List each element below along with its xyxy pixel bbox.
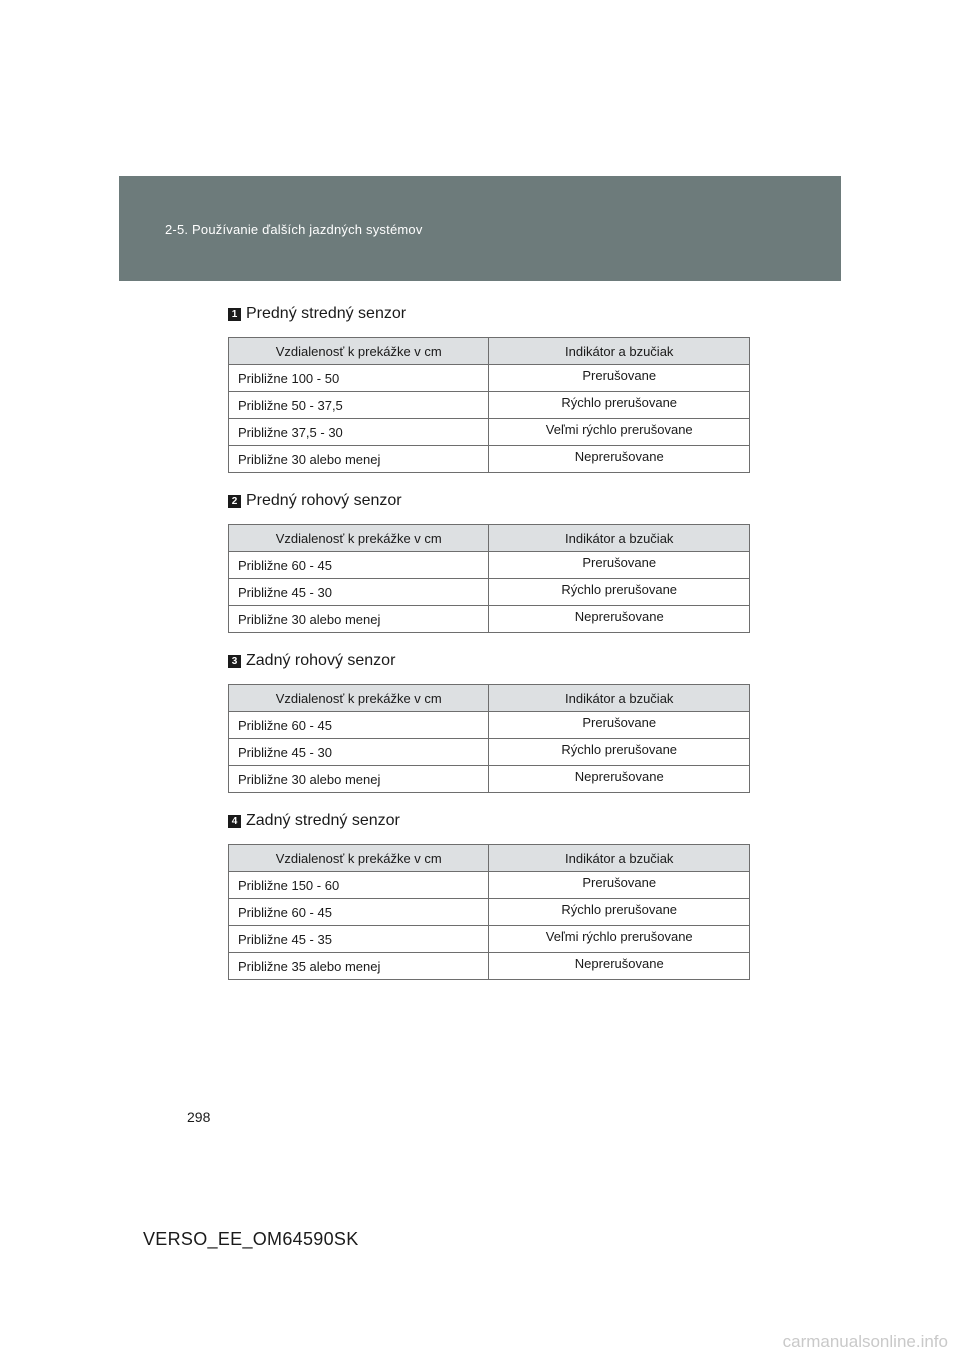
section-rear-corner-sensor: [228, 651, 750, 787]
column-header-distance: Vzdialenosť k prekážke v cm: [229, 845, 489, 872]
distance-cell: Približne 30 alebo menej: [229, 606, 489, 633]
table-header-row: [229, 338, 750, 365]
page-number: 298: [187, 1109, 211, 1125]
table-row: [229, 606, 750, 633]
indicator-cell: Prerušovane: [489, 552, 750, 579]
table-row: [229, 392, 750, 419]
distance-cell: Približne 35 alebo menej: [229, 953, 489, 980]
table-header-row: [229, 525, 750, 552]
distance-cell: Približne 60 - 45: [229, 552, 489, 579]
section-heading: [228, 491, 750, 513]
distance-cell: Približne 60 - 45: [229, 712, 489, 739]
indicator-cell: Prerušovane: [489, 712, 750, 739]
section-front-center-sensor: [228, 304, 750, 467]
table-header-row: [229, 685, 750, 712]
section-number-badge: 3: [228, 655, 241, 668]
table-row: [229, 872, 750, 899]
distance-cell: Približne 50 - 37,5: [229, 392, 489, 419]
section-number-badge: 4: [228, 815, 241, 828]
section-heading: [228, 651, 750, 673]
table-row: [229, 419, 750, 446]
sensor-table: [228, 524, 750, 633]
chapter-header-band: [119, 176, 841, 281]
table-row: [229, 365, 750, 392]
distance-cell: Približne 45 - 30: [229, 579, 489, 606]
sensor-table: [228, 684, 750, 793]
section-title: Predný stredný senzor: [246, 305, 407, 322]
sensor-table: [228, 844, 750, 980]
indicator-cell: Neprerušovane: [489, 446, 750, 473]
indicator-cell: Rýchlo prerušovane: [489, 392, 750, 419]
indicator-cell: Neprerušovane: [489, 953, 750, 980]
indicator-cell: Rýchlo prerušovane: [489, 579, 750, 606]
document-code: VERSO_EE_OM64590SK: [143, 1229, 359, 1249]
section-number-badge: 1: [228, 308, 241, 321]
section-heading: [228, 811, 750, 833]
site-watermark[interactable]: carmanualsonline.info: [782, 1332, 948, 1351]
column-header-indicator: Indikátor a bzučiak: [489, 338, 750, 365]
distance-cell: Približne 45 - 35: [229, 926, 489, 953]
distance-cell: Približne 150 - 60: [229, 872, 489, 899]
table-row: [229, 953, 750, 980]
sensor-table: [228, 337, 750, 473]
indicator-cell: Veľmi rýchlo prerušovane: [489, 419, 750, 446]
indicator-cell: Rýchlo prerušovane: [489, 739, 750, 766]
distance-cell: Približne 100 - 50: [229, 365, 489, 392]
table-row: [229, 926, 750, 953]
indicator-cell: Prerušovane: [489, 365, 750, 392]
section-heading: [228, 304, 750, 326]
section-number-badge: 2: [228, 495, 241, 508]
column-header-indicator: Indikátor a bzučiak: [489, 685, 750, 712]
indicator-cell: Rýchlo prerušovane: [489, 899, 750, 926]
column-header-indicator: Indikátor a bzučiak: [489, 845, 750, 872]
column-header-indicator: Indikátor a bzučiak: [489, 525, 750, 552]
distance-cell: Približne 60 - 45: [229, 899, 489, 926]
column-header-distance: Vzdialenosť k prekážke v cm: [229, 338, 489, 365]
column-header-distance: Vzdialenosť k prekážke v cm: [229, 685, 489, 712]
indicator-cell: Veľmi rýchlo prerušovane: [489, 926, 750, 953]
distance-cell: Približne 30 alebo menej: [229, 766, 489, 793]
table-header-row: [229, 845, 750, 872]
section-title: Predný rohový senzor: [246, 492, 402, 509]
table-row: [229, 579, 750, 606]
section-title: Zadný rohový senzor: [246, 652, 396, 669]
column-header-distance: Vzdialenosť k prekážke v cm: [229, 525, 489, 552]
table-row: [229, 739, 750, 766]
table-row: [229, 766, 750, 793]
section-title: Zadný stredný senzor: [246, 812, 400, 829]
distance-cell: Približne 30 alebo menej: [229, 446, 489, 473]
table-row: [229, 712, 750, 739]
distance-cell: Približne 37,5 - 30: [229, 419, 489, 446]
section-rear-center-sensor: [228, 811, 750, 974]
table-row: [229, 899, 750, 926]
distance-cell: Približne 45 - 30: [229, 739, 489, 766]
table-row: [229, 552, 750, 579]
indicator-cell: Neprerušovane: [489, 766, 750, 793]
chapter-title: 2-5. Používanie ďalších jazdných systémov: [165, 222, 423, 237]
section-front-corner-sensor: [228, 491, 750, 627]
table-row: [229, 446, 750, 473]
indicator-cell: Neprerušovane: [489, 606, 750, 633]
indicator-cell: Prerušovane: [489, 872, 750, 899]
